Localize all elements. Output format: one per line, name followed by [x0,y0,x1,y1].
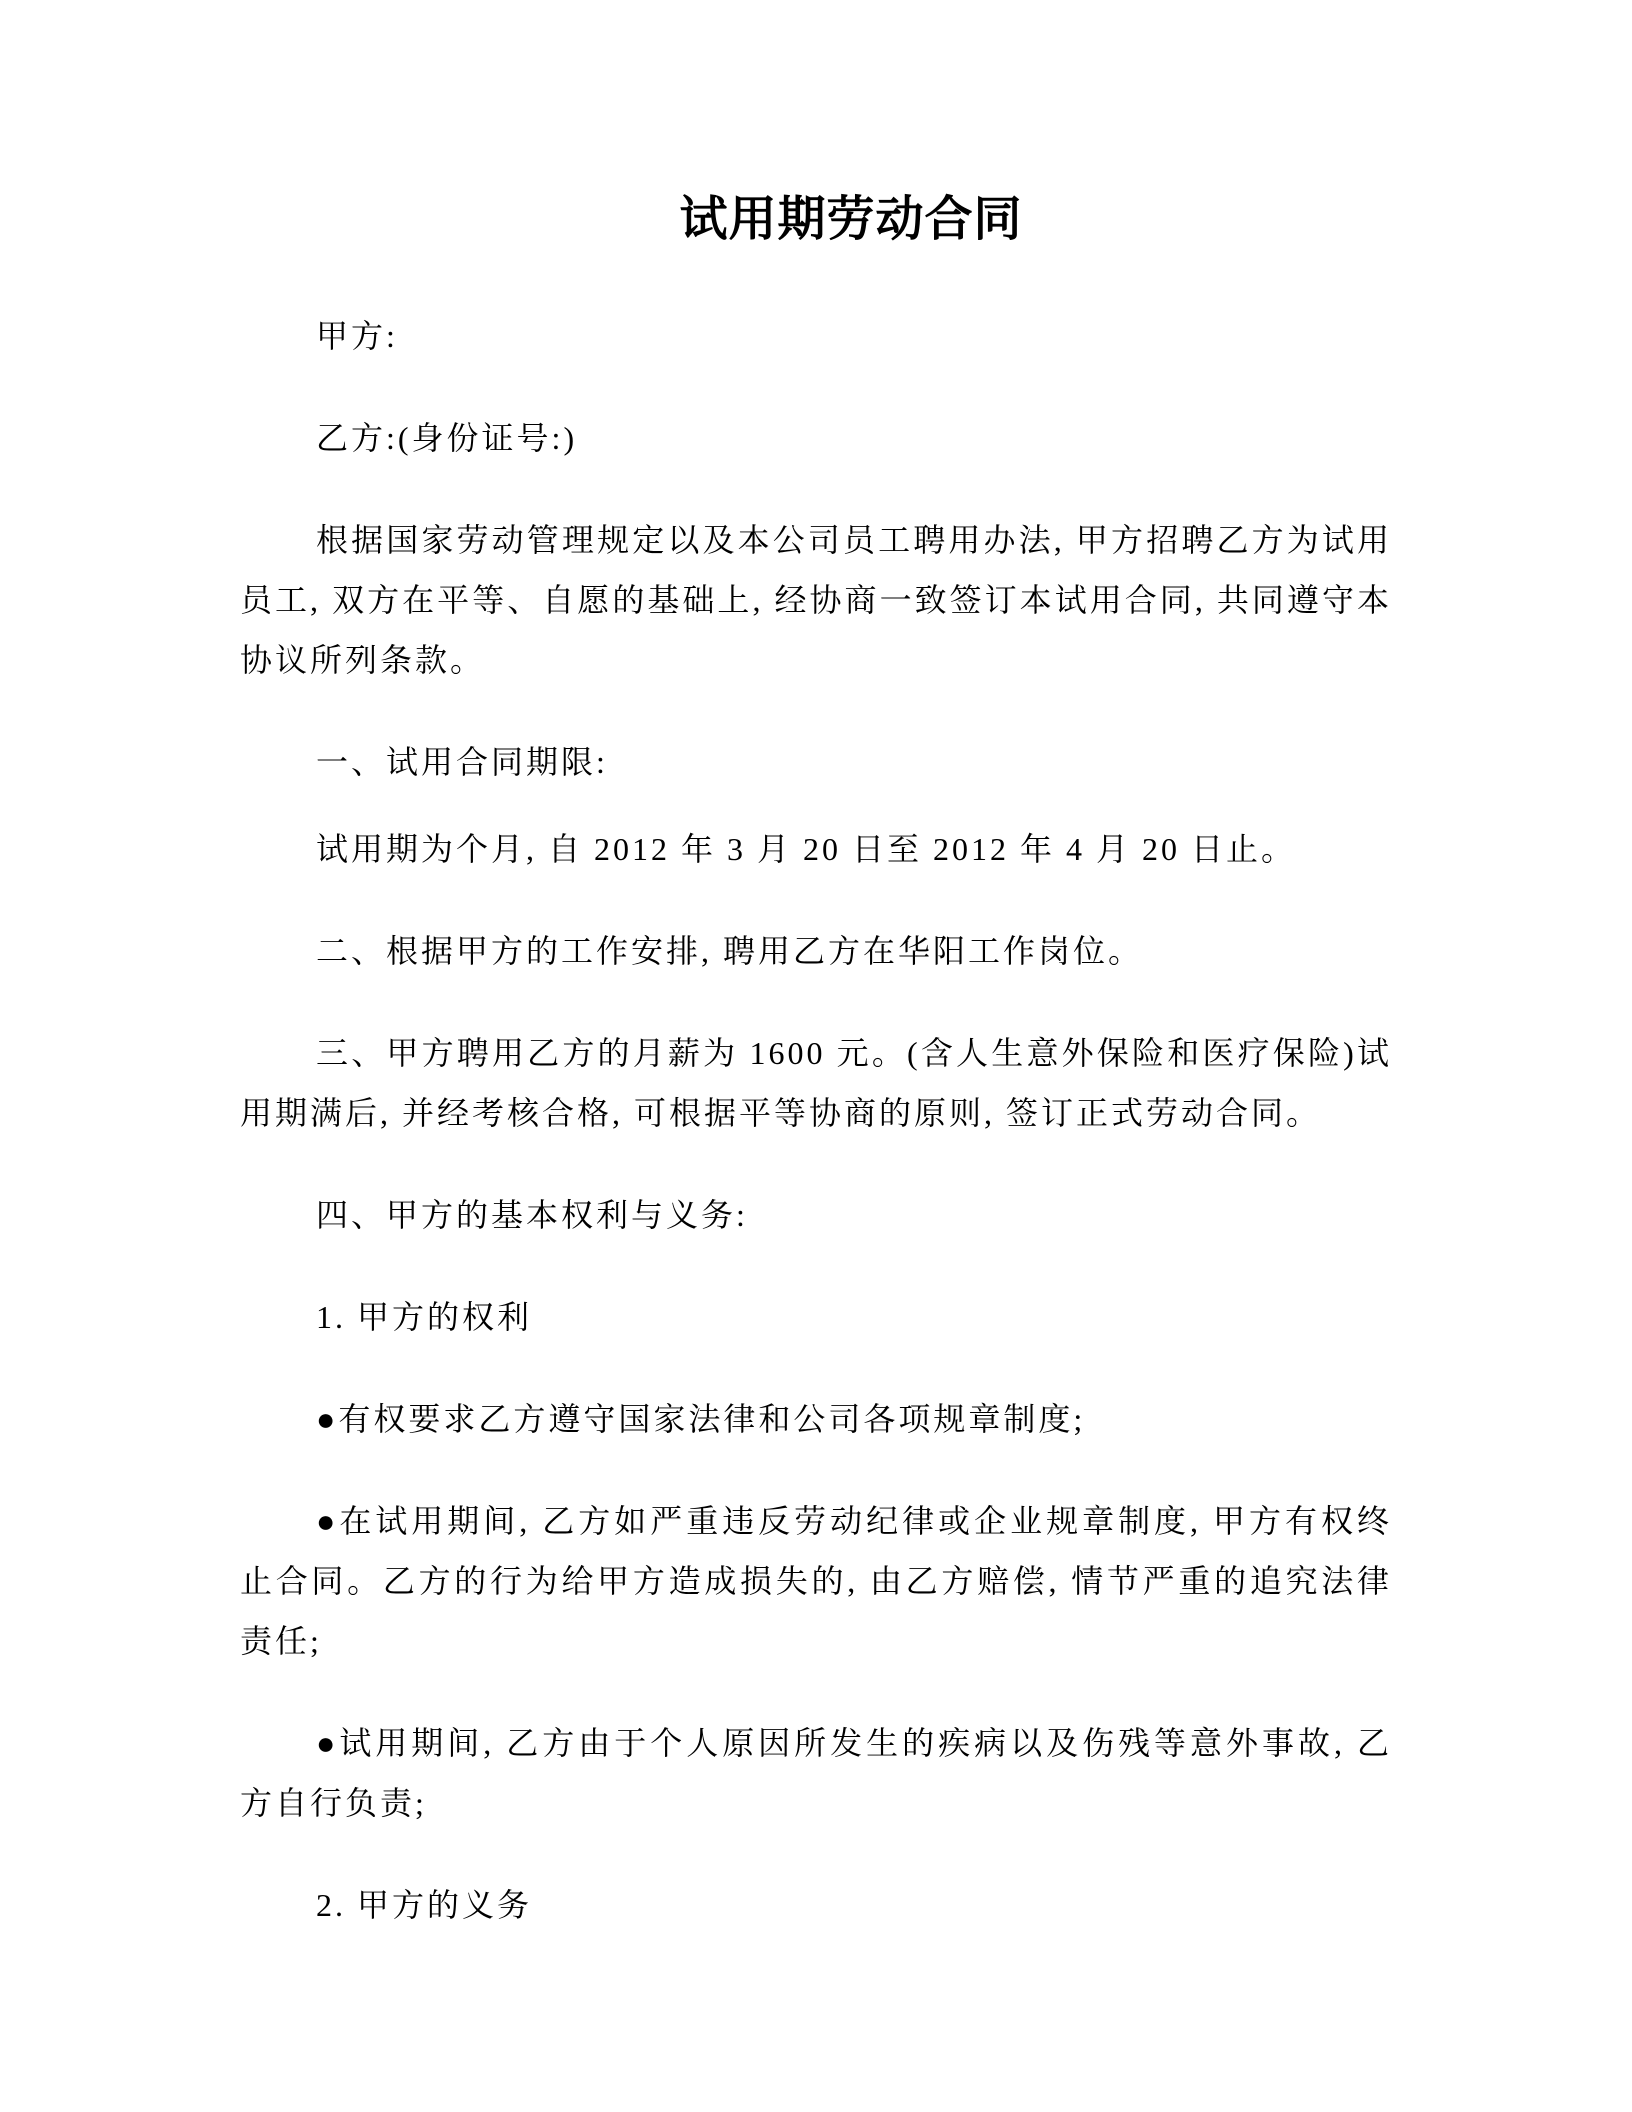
paragraph: 根据国家劳动管理规定以及本公司员工聘用办法, 甲方招聘乙方为试用员工, 双方在平等、自愿的基础上, 经协商一致签订本试用合同, 共同遵守本协议所列条款。 [240,522,1392,678]
document-title: 试用期劳动合同 [679,193,1023,246]
paragraph: 二、根据甲方的工作安排, 聘用乙方在华阳工作岗位。 [316,933,1144,969]
paragraph: 2. 甲方的义务 [316,1887,533,1923]
paragraph: 试用期为个月, 自 2012 年 3 月 20 日至 2012 年 4 月 20 日止。 [316,831,1297,867]
paragraph: ●有权要求乙方遵守国家法律和公司各项规章制度; [316,1401,1086,1437]
paragraph: 1. 甲方的权利 [316,1299,533,1335]
paragraph: 一、试用合同期限: [316,744,608,780]
paragraph-list [240,306,1392,1935]
paragraph: 四、甲方的基本权利与义务: [316,1197,748,1233]
paragraph: ●试用期间, 乙方由于个人原因所发生的疾病以及伤残等意外事故, 乙方自行负责; [240,1725,1392,1821]
paragraph: 乙方:(身份证号:) [316,420,578,456]
paragraph: 三、甲方聘用乙方的月薪为 1600 元。(含人生意外保险和医疗保险)试用期满后, 并经考核合格, 可根据平等协商的原则, 签订正式劳动合同。 [240,1035,1392,1131]
paragraph: 甲方: [316,318,398,354]
paragraph: ●在试用期间, 乙方如严重违反劳动纪律或企业规章制度, 甲方有权终止合同。乙方的行为给甲方造成损失的, 由乙方赔偿, 情节严重的追究法律责任; [240,1503,1392,1659]
